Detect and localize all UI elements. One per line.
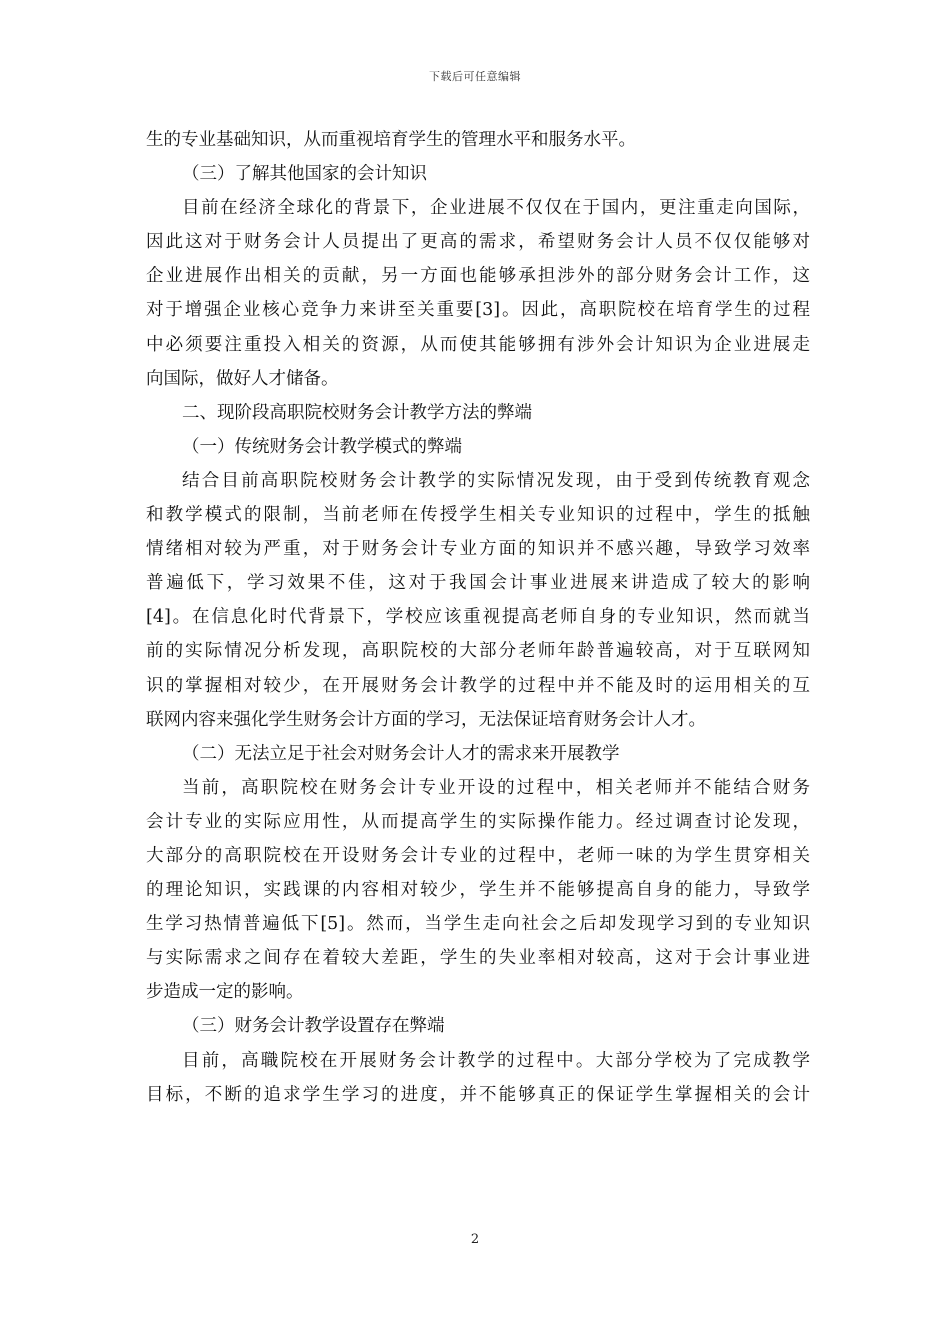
paragraph-line: 目标，不断的追求学生学习的进度，并不能够真正的保证学生掌握相关的会计 xyxy=(146,1084,810,1105)
paragraph-line: 前的实际情况分析发现，高职院校的大部分老师年龄普遍较高，对于互联网知 xyxy=(146,641,810,662)
section-heading: 二、现阶段高职院校财务会计教学方法的弊端 xyxy=(182,402,532,423)
page-header: 下载后可任意编辑 xyxy=(429,70,521,83)
paragraph-line: 步造成一定的影响。 xyxy=(146,982,304,1003)
paragraph-line: 联网内容来强化学生财务会计方面的学习，无法保证培育财务会计人才。 xyxy=(146,709,706,730)
paragraph-line: 会计专业的实际应用性，从而提高学生的实际操作能力。经过调查讨论发现， xyxy=(146,811,810,832)
paragraph-line: 识的掌握相对较少，在开展财务会计教学的过程中并不能及时的运用相关的互 xyxy=(146,675,810,696)
section-heading: （三）了解其他国家的会计知识 xyxy=(182,164,427,185)
section-heading: （三）财务会计教学设置存在弊端 xyxy=(182,1016,445,1037)
paragraph-line: 和教学模式的限制，当前老师在传授学生相关专业知识的过程中，学生的抵触 xyxy=(146,505,810,526)
paragraph-line: 当前，高职院校在财务会计专业开设的过程中，相关老师并不能结合财务 xyxy=(182,777,810,798)
document-body xyxy=(146,123,810,1112)
paragraph-line: [4]。在信息化时代背景下，学校应该重视提高老师自身的专业知识，然而就当 xyxy=(146,607,810,628)
paragraph-line: 的理论知识，实践课的内容相对较少，学生并不能够提高自身的能力，导致学 xyxy=(146,880,810,901)
paragraph-line: 向国际，做好人才储备。 xyxy=(146,368,339,389)
paragraph-line: 结合目前高职院校财务会计教学的实际情况发现，由于受到传统教育观念 xyxy=(182,470,810,491)
page-number: 2 xyxy=(470,1232,480,1247)
paragraph-line: 普遍低下，学习效果不佳，这对于我国会计事业进展来讲造成了较大的影响 xyxy=(146,573,810,594)
paragraph-line: 生的专业基础知识，从而重视培育学生的管理水平和服务水平。 xyxy=(146,130,636,150)
paragraph-line: 中必须要注重投入相关的资源，从而使其能够拥有涉外会计知识为企业进展走 xyxy=(146,334,810,355)
section-heading: （一）传统财务会计教学模式的弊端 xyxy=(182,436,462,457)
paragraph-line: 大部分的高职院校在开设财务会计专业的过程中，老师一味的为学生贯穿相关 xyxy=(146,845,810,866)
paragraph-line: 企业进展作出相关的贡献，另一方面也能够承担涉外的部分财务会计工作，这 xyxy=(146,266,810,287)
section-heading: （二）无法立足于社会对财务会计人才的需求来开展教学 xyxy=(182,743,620,764)
paragraph-line: 生学习热情普遍低下[5]。然而，当学生走向社会之后却发现学习到的专业知识 xyxy=(146,914,810,935)
paragraph-line: 情绪相对较为严重，对于财务会计专业方面的知识并不感兴趣，导致学习效率 xyxy=(146,539,810,560)
paragraph-line: 与实际需求之间存在着较大差距，学生的失业率相对较高，这对于会计事业进 xyxy=(146,948,810,969)
paragraph-line: 对于增强企业核心竞争力来讲至关重要[3]。因此，高职院校在培育学生的过程 xyxy=(146,300,810,321)
paragraph-line: 目前，高職院校在开展财务会计教学的过程中。大部分学校为了完成教学 xyxy=(182,1050,810,1071)
paragraph-line: 目前在经济全球化的背景下，企业进展不仅仅在于国内，更注重走向国际， xyxy=(182,198,810,219)
paragraph-line: 因此这对于财务会计人员提出了更高的需求，希望财务会计人员不仅仅能够对 xyxy=(146,232,810,253)
